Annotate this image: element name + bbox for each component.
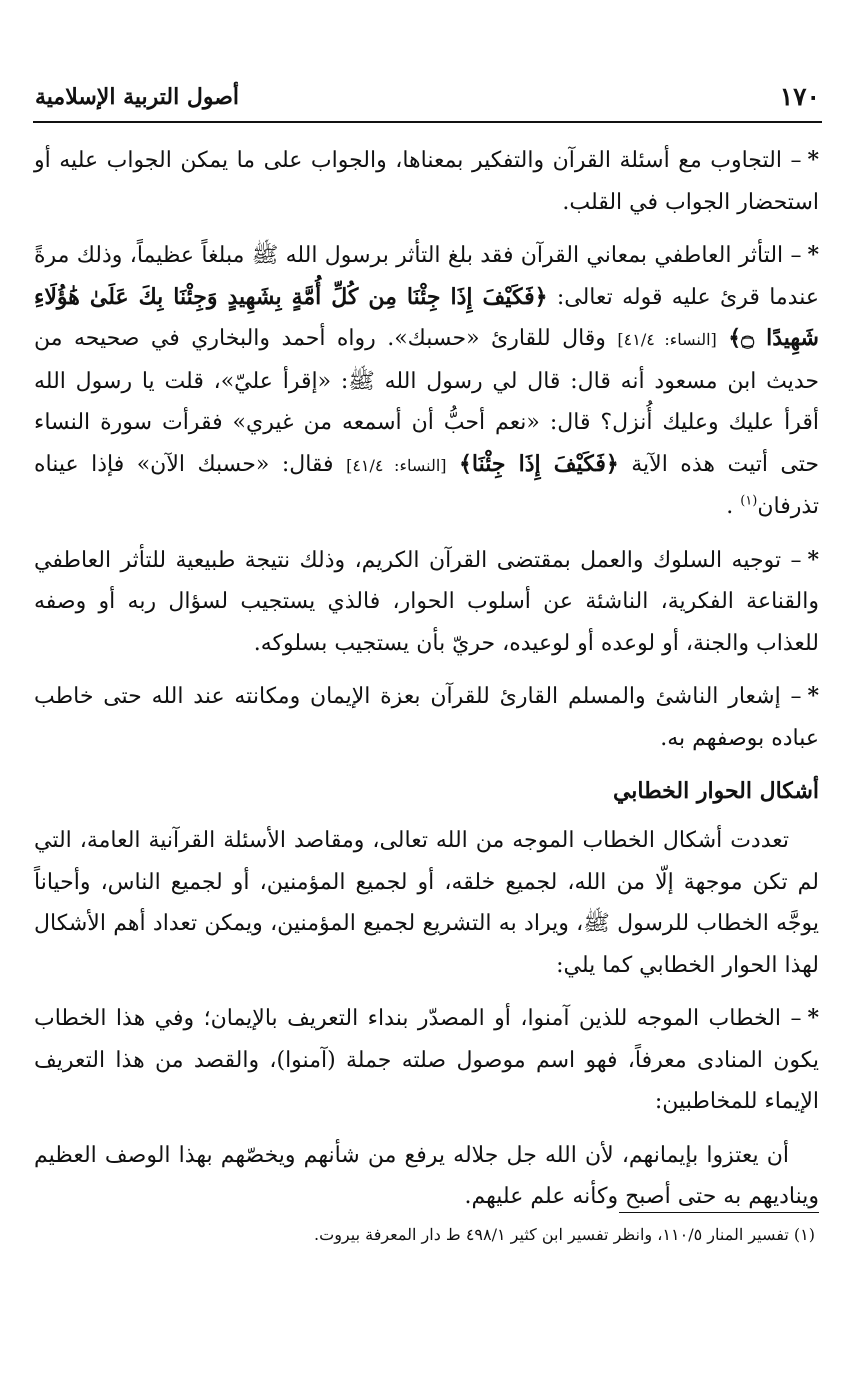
paragraph-text: – إشعار الناشئ والمسلم القارئ للقرآن بعزة الإيمان ومكانته عند الله حتى خاطب عباده بوصفهم به. xyxy=(34,684,819,751)
page-header xyxy=(33,78,822,118)
paragraph-emotional-effect xyxy=(34,235,819,528)
paragraph-behavior-guidance xyxy=(34,540,819,665)
paragraph-text: أن يعتزوا بإيمانهم، لأن الله جل جلاله يرفع من شأنهم ويخصّهم بهذا الوصف العظيم ويناديهم به حتى أصبح وكأنه علم عليهم. xyxy=(34,1142,819,1209)
section-heading: أشكال الحوار الخطابي xyxy=(612,778,819,804)
asterisk-bullet: * xyxy=(807,147,819,173)
paragraph-dignity-of-faith xyxy=(34,676,819,759)
page-number: ١٧٠ xyxy=(779,82,820,111)
paragraph-text: – الخطاب الموجه للذين آمنوا، أو المصدّر بنداء التعريف بالإيمان؛ وفي هذا الخطاب يكون المنادى معرفاً، فهو اسم موصول صلته جملة (آمنوا)، والقصد من هذا التعريف الإيماء للمخاطبين: xyxy=(34,1006,819,1114)
paragraph-believers-address xyxy=(34,998,819,1123)
verse-reference: [النساء: ٤١/٤] xyxy=(346,455,447,475)
paragraph-text: – التأثر العاطفي بمعاني القرآن فقد بلغ التأثر برسول الله ﷺ مبلغاً عظيماً، وذلك مرةً عندما قرئ عليه قوله تعالى: xyxy=(34,243,819,310)
quran-verse: ﴿فَكَيْفَ إِذَا جِئْنَا﴾ xyxy=(459,450,619,477)
page-body xyxy=(34,140,819,1230)
paragraph-text: – توجيه السلوك والعمل بمقتضى القرآن الكريم، وذلك نتيجة طبيعية للتأثر العاطفي والقناعة الفكرية، الناشئة عن أسلوب الحوار، فالذي يستجيب لسؤال ربه أو وصفه للعذاب والجنة، أو لوعده أو لوعيده، حريّ بأن يستجيب بسلوكه. xyxy=(34,547,819,656)
footnote: (١) تفسير المنار ١١٠/٥، وانظر تفسير ابن كثير ٤٩٨/١ ط دار المعرفة بيروت. xyxy=(314,1225,815,1244)
footnote-marker: (١) xyxy=(740,493,758,509)
paragraph-pride-in-faith xyxy=(34,1135,819,1218)
footnote-rule xyxy=(619,1212,819,1213)
asterisk-bullet: * xyxy=(807,242,819,268)
verse-reference: [النساء: ٤١/٤] xyxy=(617,330,717,349)
paragraph-text: وقال للقارئ «حسبك». رواه أحمد والبخاري في صحيحه من حديث ابن مسعود أنه قال: قال لي رسول الله ﷺ: «إقرأ عليّ»، قلت يا رسول الله أقرأ عليك وعليك أُنزل؟ قال: «نعم أحبُّ أن أسمعه من غيري» فقرأت سورة النساء حتى أتيت هذه الآية xyxy=(34,326,819,477)
asterisk-bullet: * xyxy=(807,546,819,573)
running-title: أصول التربية الإسلامية xyxy=(35,84,240,110)
asterisk-bullet: * xyxy=(807,683,819,709)
paragraph-text: – التجاوب مع أسئلة القرآن والتفكير بمعناها، والجواب على ما يمكن الجواب عليه أو استحضار الجواب في القلب. xyxy=(34,148,819,215)
paragraph-discourse-forms xyxy=(34,820,819,986)
quran-verse: ﴿فَكَيْفَ إِذَا جِئْنَا مِن كُلِّ أُمَّةٍ بِشَهِيدٍ وَجِئْنَا بِكَ عَلَىٰ هَٰؤُلَاءِ شَهِيدًا ۝﴾ xyxy=(34,283,819,351)
paragraph-text: فقال: «حسبك الآن» فإذا عيناه تذرفان xyxy=(34,451,819,519)
paragraph-answering-questions xyxy=(34,140,819,223)
asterisk-bullet: * xyxy=(807,1005,819,1031)
paragraph-text: . xyxy=(726,494,734,519)
header-rule xyxy=(33,121,822,123)
paragraph-text: تعددت أشكال الخطاب الموجه من الله تعالى، ومقاصد الأسئلة القرآنية العامة، التي لم تكن موجهة إلّا من الله، لجميع خلقه، أو لجميع المؤمنين، أو لجميع الناس، وأحياناً يوجَّه الخطاب للرسول ﷺ، ويراد به التشريع لجميع المؤمنين، ويمكن تعداد أهم الأشكال لهذا الحوار الخطابي كما يلي: xyxy=(34,828,819,978)
